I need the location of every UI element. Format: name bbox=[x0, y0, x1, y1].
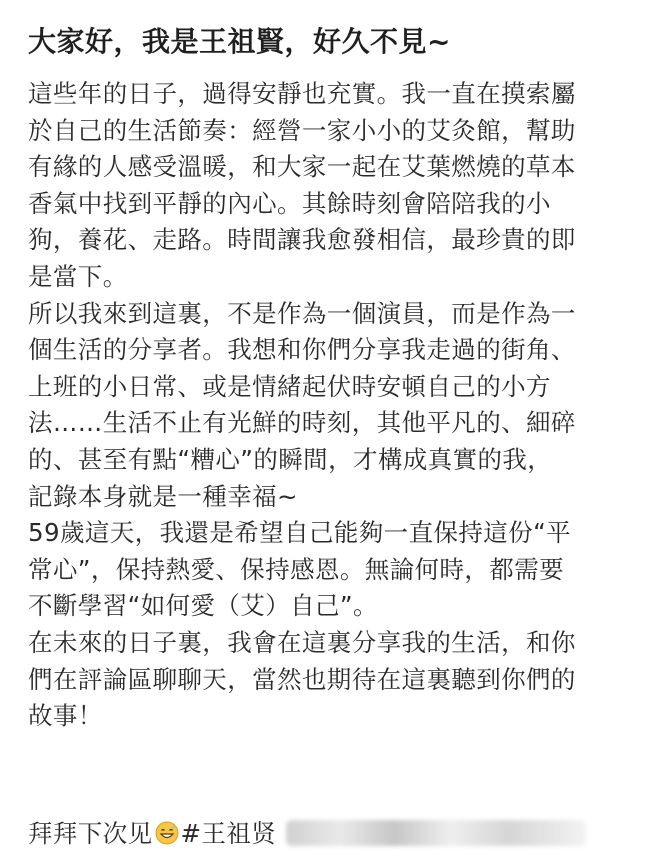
text-line: 在未來的日子裏，我會在這裏分享我的生活，和你 bbox=[28, 627, 576, 657]
post-title: 大家好，我是王祖賢，好久不見~ bbox=[28, 25, 451, 58]
signature-text: 拜拜下次见 bbox=[28, 819, 153, 848]
blurred-mention bbox=[286, 820, 586, 846]
text-line: 59歲這天，我還是希望自己能夠一直保持這份“平 bbox=[28, 518, 572, 548]
text-line: 記錄本身就是一種幸福~ bbox=[28, 481, 298, 511]
grinning-sweat-emoji-icon bbox=[155, 817, 179, 841]
text-line: 個生活的分享者。我想和你們分享我走過的街角、 bbox=[28, 335, 576, 365]
hashtag-link[interactable]: #王祖贤 bbox=[180, 819, 277, 848]
text-line: 的、甚至有點“糟心”的瞬間，才構成真實的我， bbox=[28, 444, 553, 474]
paragraph-4 bbox=[28, 625, 648, 735]
text-line: 這些年的日子，過得安靜也充實。我一直在摸索屬 bbox=[28, 79, 576, 108]
text-line: 們在評論區聊聊天，當然也期待在這裏聽到你們的 bbox=[28, 664, 576, 694]
post-signature bbox=[28, 814, 586, 854]
paragraph-2 bbox=[28, 296, 648, 516]
text-line: 法……生活不止有光鮮的時刻，其他平凡的、細碎 bbox=[28, 408, 576, 438]
text-line: 上班的小日常、或是情緒起伏時安頓自己的小方 bbox=[28, 371, 551, 401]
paragraph-3 bbox=[28, 515, 648, 625]
text-line: 不斷學習“如何愛（艾）自己”。 bbox=[28, 591, 378, 621]
text-line: 故事！ bbox=[28, 701, 103, 731]
text-line: 狗，養花、走路。時間讓我愈發相信，最珍貴的即 bbox=[28, 225, 576, 255]
text-line: 於自己的生活節奏：經營一家小小的艾灸館，幫助 bbox=[28, 115, 576, 145]
paragraph-1 bbox=[28, 76, 648, 296]
text-line: 所以我來到這裏，不是作為一個演員，而是作為一 bbox=[28, 298, 576, 328]
text-line: 常心”，保持熱愛、保持感恩。無論何時，都需要 bbox=[28, 554, 564, 584]
text-line: 是當下。 bbox=[28, 261, 128, 291]
post-body bbox=[28, 76, 648, 735]
text-line: 香氣中找到平靜的內心。其餘時刻會陪陪我的小 bbox=[28, 188, 551, 218]
text-line: 有緣的人感受溫暖，和大家一起在艾葉燃燒的草本 bbox=[28, 152, 576, 182]
